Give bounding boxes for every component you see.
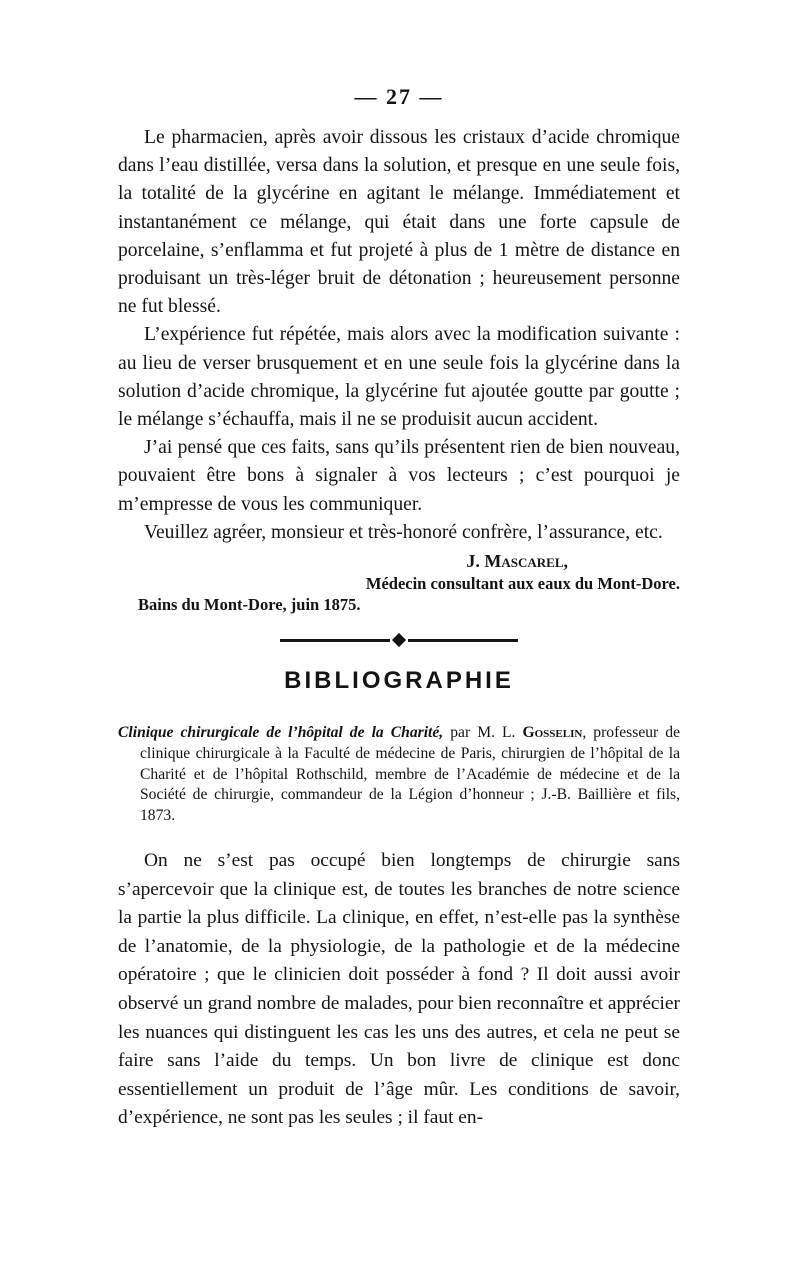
bibliography-entry: [118, 723, 680, 827]
paragraph-3: J’ai pensé que ces faits, sans qu’ils présentent rien de bien nouveau, pouvaient être bons à signaler à vos lecteurs ; c’est pourquoi je m’empresse de vous les communiquer.: [118, 437, 680, 515]
signature-surname: Mascarel,: [484, 551, 568, 572]
paragraph-2: L’expérience fut répétée, mais alors avec la modification suivante : au lieu de verser brusquement et en une seule fois la glycérine dans la solution d’acide chromique, la glycérine fut ajoutée goutte par goutte ; le mélange s’échauffa, mais il ne se produisit aucun accident.: [118, 324, 680, 431]
page-number: — 27 —: [354, 84, 444, 109]
page: [118, 84, 680, 1133]
paragraph-4: Veuillez agréer, monsieur et très-honoré confrère, l’assurance, etc.: [144, 521, 663, 543]
ornamental-divider: [118, 635, 680, 645]
review-paragraph: On ne s’est pas occupé bien longtemps de chirurgie sans s’apercevoir que la clinique est, de toutes les branches de notre science la partie la plus difficile. La clinique, en effet, n’est-elle pas la synthèse de l’anatomie, de la physiologie, de la pathologie et de la médecine opératoire ; que le clinicien doit posséder à fond ? Il doit aussi avoir observé un grand nombre de malades, pour bien reconnaître et apprécier les nuances qui distinguent les cas les uns des autres, et cela ne peut se faire sans l’aide du temps. Un bon livre de clinique est donc essentiellement un produit de l’âge mûr. Les conditions de savoir, d’expérience, ne sont pas les seules ; il faut en-: [118, 850, 680, 1129]
review-body: [118, 847, 680, 1133]
section-heading: BIBLIOGRAPHIE: [284, 667, 514, 695]
book-title: Clinique chirurgicale de l’hôpital de la Charité,: [118, 724, 444, 742]
book-author: Gosselin: [522, 724, 583, 742]
divider-ornament-icon: [392, 633, 406, 647]
signature-initial: J.: [466, 551, 485, 572]
book-by: par M. L.: [443, 724, 523, 742]
divider-line-left: [280, 639, 390, 642]
signature-place-date: Bains du Mont-Dore, juin 1875.: [138, 595, 361, 615]
paragraph-1: Le pharmacien, après avoir dissous les cristaux d’acide chromique dans l’eau distillée, versa dans la solution, et presque en une seule fois, la totalité de la glycérine en agitant le mélange. Immédiatement et instantanément ce mélange, qui était dans une forte capsule de porcelaine, s’enflamma et fut projeté à plus de 1 mètre de distance en produisant un très-léger bruit de détonation ; heureusement personne ne fut blessé.: [118, 127, 680, 318]
signature-name: [118, 549, 568, 573]
book-details: , professeur de clinique chirurgicale à la Faculté de médecine de Paris, chirurgien de l’hôpital de la Charité et de l’hôpital Rothschild, membre de l’Académie de médecine et de la Société de chirurgie, commandeur de la Légion d’honneur ; J.-B. Baillière et fils, 1873.: [140, 724, 680, 825]
divider-line-right: [408, 639, 518, 642]
signature-title: Médecin consultant aux eaux du Mont-Dore.: [365, 574, 680, 594]
